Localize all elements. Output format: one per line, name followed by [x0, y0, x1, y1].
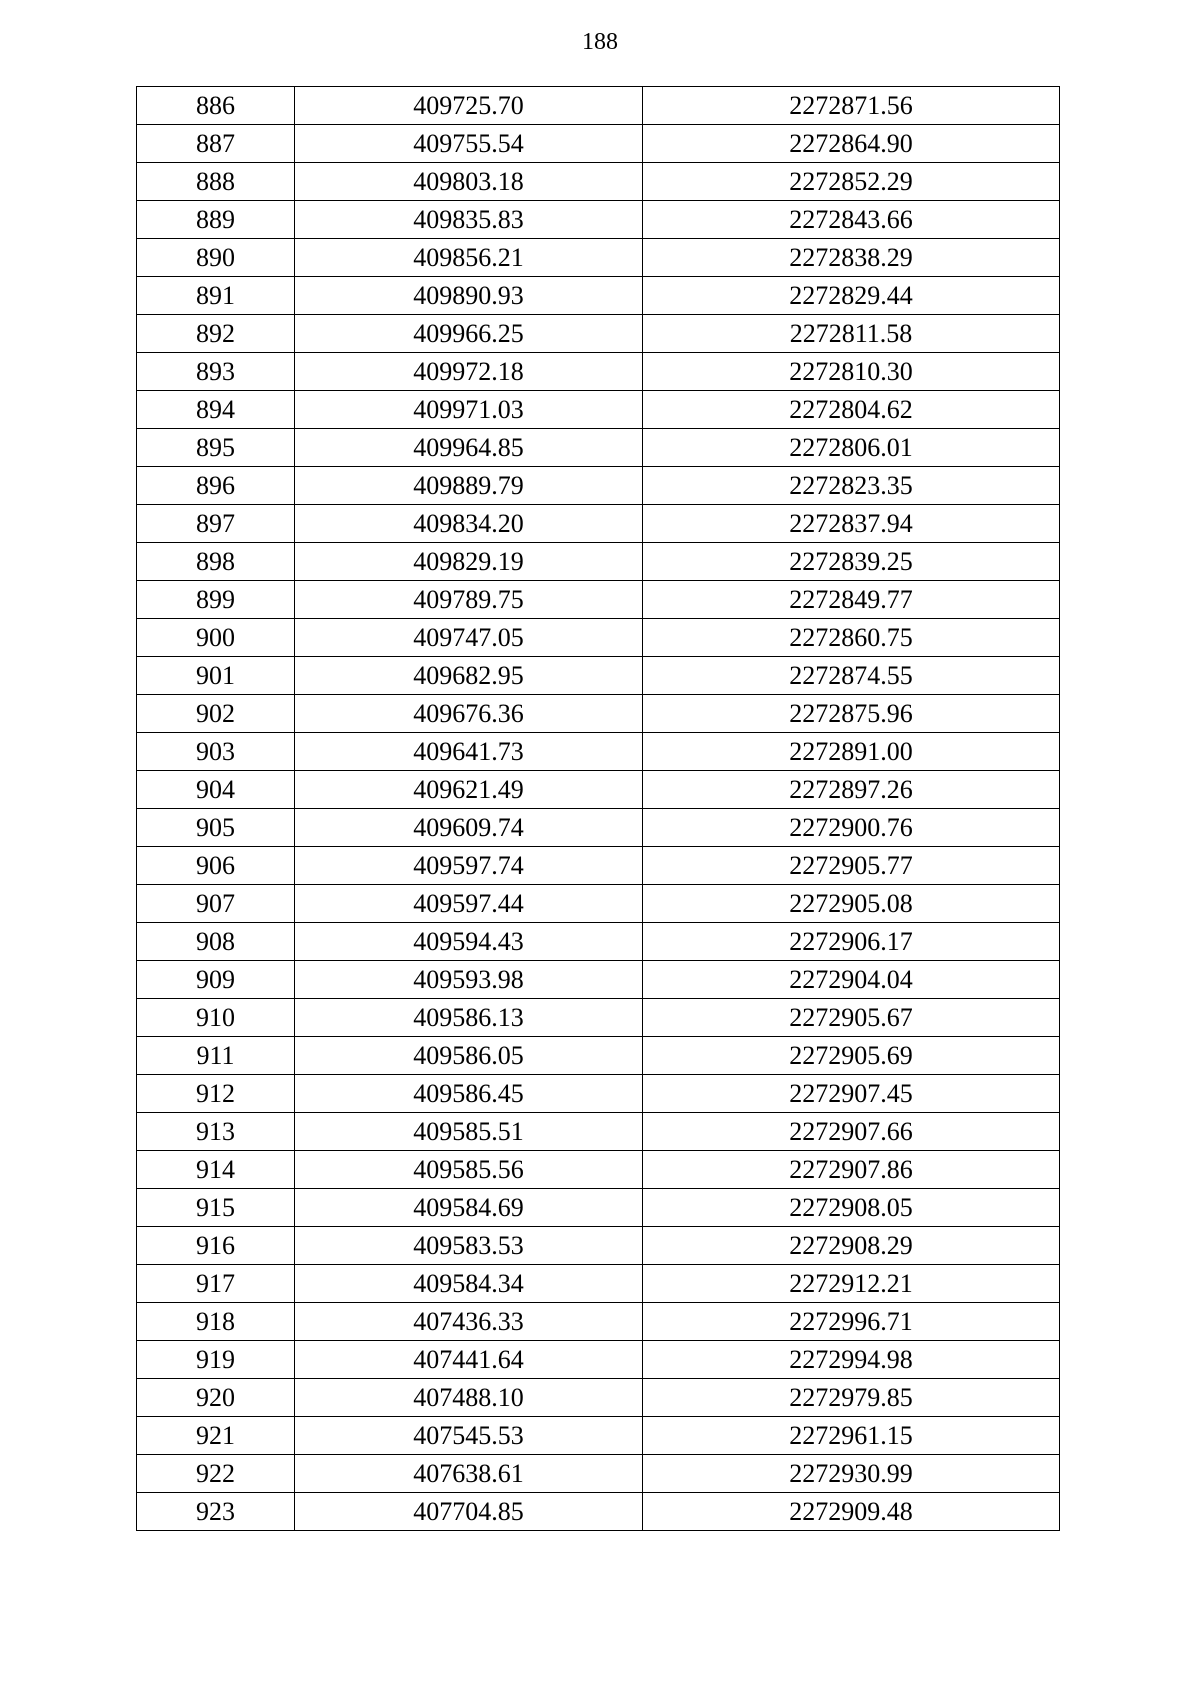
x-coordinate-cell: 409676.36: [295, 695, 643, 733]
y-coordinate-cell: 2272897.26: [643, 771, 1060, 809]
x-coordinate-cell: 409890.93: [295, 277, 643, 315]
point-number-cell: 914: [137, 1151, 295, 1189]
table-row: [137, 1303, 1060, 1341]
table-row: [137, 163, 1060, 201]
y-coordinate-cell: 2272906.17: [643, 923, 1060, 961]
table-row: [137, 847, 1060, 885]
point-number-cell: 923: [137, 1493, 295, 1531]
table-row: [137, 1227, 1060, 1265]
y-coordinate-cell: 2272905.69: [643, 1037, 1060, 1075]
y-coordinate-cell: 2272905.77: [643, 847, 1060, 885]
table-row: [137, 1493, 1060, 1531]
table-row: [137, 733, 1060, 771]
table-row: [137, 353, 1060, 391]
table-row: [137, 315, 1060, 353]
table-row: [137, 695, 1060, 733]
x-coordinate-cell: 409597.74: [295, 847, 643, 885]
table-row: [137, 391, 1060, 429]
point-number-cell: 908: [137, 923, 295, 961]
x-coordinate-cell: 409725.70: [295, 87, 643, 125]
point-number-cell: 906: [137, 847, 295, 885]
x-coordinate-cell: 409594.43: [295, 923, 643, 961]
y-coordinate-cell: 2272806.01: [643, 429, 1060, 467]
x-coordinate-cell: 409593.98: [295, 961, 643, 999]
point-number-cell: 892: [137, 315, 295, 353]
table-row: [137, 239, 1060, 277]
table-row: [137, 581, 1060, 619]
x-coordinate-cell: 407436.33: [295, 1303, 643, 1341]
y-coordinate-cell: 2272839.25: [643, 543, 1060, 581]
point-number-cell: 916: [137, 1227, 295, 1265]
x-coordinate-cell: 409586.13: [295, 999, 643, 1037]
table-row: [137, 467, 1060, 505]
y-coordinate-cell: 2272961.15: [643, 1417, 1060, 1455]
table-row: [137, 1455, 1060, 1493]
point-number-cell: 917: [137, 1265, 295, 1303]
table-row: [137, 277, 1060, 315]
table-row: [137, 999, 1060, 1037]
point-number-cell: 915: [137, 1189, 295, 1227]
x-coordinate-cell: 409755.54: [295, 125, 643, 163]
y-coordinate-cell: 2272994.98: [643, 1341, 1060, 1379]
y-coordinate-cell: 2272905.67: [643, 999, 1060, 1037]
table-row: [137, 1037, 1060, 1075]
x-coordinate-cell: 409583.53: [295, 1227, 643, 1265]
point-number-cell: 895: [137, 429, 295, 467]
table-row: [137, 771, 1060, 809]
x-coordinate-cell: 409621.49: [295, 771, 643, 809]
table-row: [137, 87, 1060, 125]
point-number-cell: 888: [137, 163, 295, 201]
page-number: 188: [582, 29, 618, 55]
table-row: [137, 505, 1060, 543]
table-row: [137, 1113, 1060, 1151]
y-coordinate-cell: 2272907.45: [643, 1075, 1060, 1113]
x-coordinate-cell: 407704.85: [295, 1493, 643, 1531]
point-number-cell: 920: [137, 1379, 295, 1417]
point-number-cell: 912: [137, 1075, 295, 1113]
x-coordinate-cell: 409586.05: [295, 1037, 643, 1075]
x-coordinate-cell: 407638.61: [295, 1455, 643, 1493]
point-number-cell: 918: [137, 1303, 295, 1341]
y-coordinate-cell: 2272860.75: [643, 619, 1060, 657]
x-coordinate-cell: 409972.18: [295, 353, 643, 391]
y-coordinate-cell: 2272852.29: [643, 163, 1060, 201]
x-coordinate-cell: 409803.18: [295, 163, 643, 201]
table-row: [137, 1417, 1060, 1455]
x-coordinate-cell: 409964.85: [295, 429, 643, 467]
y-coordinate-cell: 2272823.35: [643, 467, 1060, 505]
y-coordinate-cell: 2272891.00: [643, 733, 1060, 771]
x-coordinate-cell: 409609.74: [295, 809, 643, 847]
y-coordinate-cell: 2272996.71: [643, 1303, 1060, 1341]
table-row: [137, 201, 1060, 239]
x-coordinate-cell: 409971.03: [295, 391, 643, 429]
table-row: [137, 429, 1060, 467]
x-coordinate-cell: 409747.05: [295, 619, 643, 657]
table-row: [137, 619, 1060, 657]
y-coordinate-cell: 2272875.96: [643, 695, 1060, 733]
y-coordinate-cell: 2272811.58: [643, 315, 1060, 353]
x-coordinate-cell: 407545.53: [295, 1417, 643, 1455]
table-row: [137, 961, 1060, 999]
table-row: [137, 1075, 1060, 1113]
x-coordinate-cell: 409789.75: [295, 581, 643, 619]
table-row: [137, 1265, 1060, 1303]
point-number-cell: 913: [137, 1113, 295, 1151]
point-number-cell: 903: [137, 733, 295, 771]
point-number-cell: 910: [137, 999, 295, 1037]
point-number-cell: 893: [137, 353, 295, 391]
point-number-cell: 898: [137, 543, 295, 581]
x-coordinate-cell: 407488.10: [295, 1379, 643, 1417]
table-row: [137, 543, 1060, 581]
coordinate-table-body: [137, 87, 1060, 1531]
point-number-cell: 897: [137, 505, 295, 543]
x-coordinate-cell: 409584.34: [295, 1265, 643, 1303]
y-coordinate-cell: 2272843.66: [643, 201, 1060, 239]
point-number-cell: 919: [137, 1341, 295, 1379]
point-number-cell: 890: [137, 239, 295, 277]
y-coordinate-cell: 2272908.29: [643, 1227, 1060, 1265]
table-row: [137, 1379, 1060, 1417]
x-coordinate-cell: 409586.45: [295, 1075, 643, 1113]
table-row: [137, 923, 1060, 961]
x-coordinate-cell: 409585.56: [295, 1151, 643, 1189]
x-coordinate-cell: 409835.83: [295, 201, 643, 239]
x-coordinate-cell: 409834.20: [295, 505, 643, 543]
y-coordinate-cell: 2272979.85: [643, 1379, 1060, 1417]
y-coordinate-cell: 2272837.94: [643, 505, 1060, 543]
y-coordinate-cell: 2272907.86: [643, 1151, 1060, 1189]
point-number-cell: 891: [137, 277, 295, 315]
point-number-cell: 896: [137, 467, 295, 505]
point-number-cell: 889: [137, 201, 295, 239]
point-number-cell: 904: [137, 771, 295, 809]
point-number-cell: 901: [137, 657, 295, 695]
coordinate-table: [136, 86, 1060, 1531]
point-number-cell: 900: [137, 619, 295, 657]
x-coordinate-cell: 409585.51: [295, 1113, 643, 1151]
y-coordinate-cell: 2272838.29: [643, 239, 1060, 277]
point-number-cell: 905: [137, 809, 295, 847]
point-number-cell: 899: [137, 581, 295, 619]
x-coordinate-cell: 407441.64: [295, 1341, 643, 1379]
y-coordinate-cell: 2272874.55: [643, 657, 1060, 695]
y-coordinate-cell: 2272905.08: [643, 885, 1060, 923]
x-coordinate-cell: 409966.25: [295, 315, 643, 353]
point-number-cell: 921: [137, 1417, 295, 1455]
y-coordinate-cell: 2272912.21: [643, 1265, 1060, 1303]
point-number-cell: 911: [137, 1037, 295, 1075]
table-row: [137, 809, 1060, 847]
table-row: [137, 1151, 1060, 1189]
point-number-cell: 894: [137, 391, 295, 429]
x-coordinate-cell: 409641.73: [295, 733, 643, 771]
y-coordinate-cell: 2272804.62: [643, 391, 1060, 429]
y-coordinate-cell: 2272900.76: [643, 809, 1060, 847]
table-row: [137, 125, 1060, 163]
y-coordinate-cell: 2272908.05: [643, 1189, 1060, 1227]
point-number-cell: 902: [137, 695, 295, 733]
point-number-cell: 922: [137, 1455, 295, 1493]
y-coordinate-cell: 2272810.30: [643, 353, 1060, 391]
x-coordinate-cell: 409682.95: [295, 657, 643, 695]
table-row: [137, 1189, 1060, 1227]
x-coordinate-cell: 409856.21: [295, 239, 643, 277]
point-number-cell: 886: [137, 87, 295, 125]
table-row: [137, 657, 1060, 695]
y-coordinate-cell: 2272864.90: [643, 125, 1060, 163]
point-number-cell: 887: [137, 125, 295, 163]
x-coordinate-cell: 409829.19: [295, 543, 643, 581]
table-row: [137, 885, 1060, 923]
y-coordinate-cell: 2272904.04: [643, 961, 1060, 999]
y-coordinate-cell: 2272871.56: [643, 87, 1060, 125]
point-number-cell: 907: [137, 885, 295, 923]
x-coordinate-cell: 409889.79: [295, 467, 643, 505]
point-number-cell: 909: [137, 961, 295, 999]
table-row: [137, 1341, 1060, 1379]
x-coordinate-cell: 409584.69: [295, 1189, 643, 1227]
y-coordinate-cell: 2272829.44: [643, 277, 1060, 315]
y-coordinate-cell: 2272849.77: [643, 581, 1060, 619]
y-coordinate-cell: 2272907.66: [643, 1113, 1060, 1151]
y-coordinate-cell: 2272930.99: [643, 1455, 1060, 1493]
y-coordinate-cell: 2272909.48: [643, 1493, 1060, 1531]
x-coordinate-cell: 409597.44: [295, 885, 643, 923]
